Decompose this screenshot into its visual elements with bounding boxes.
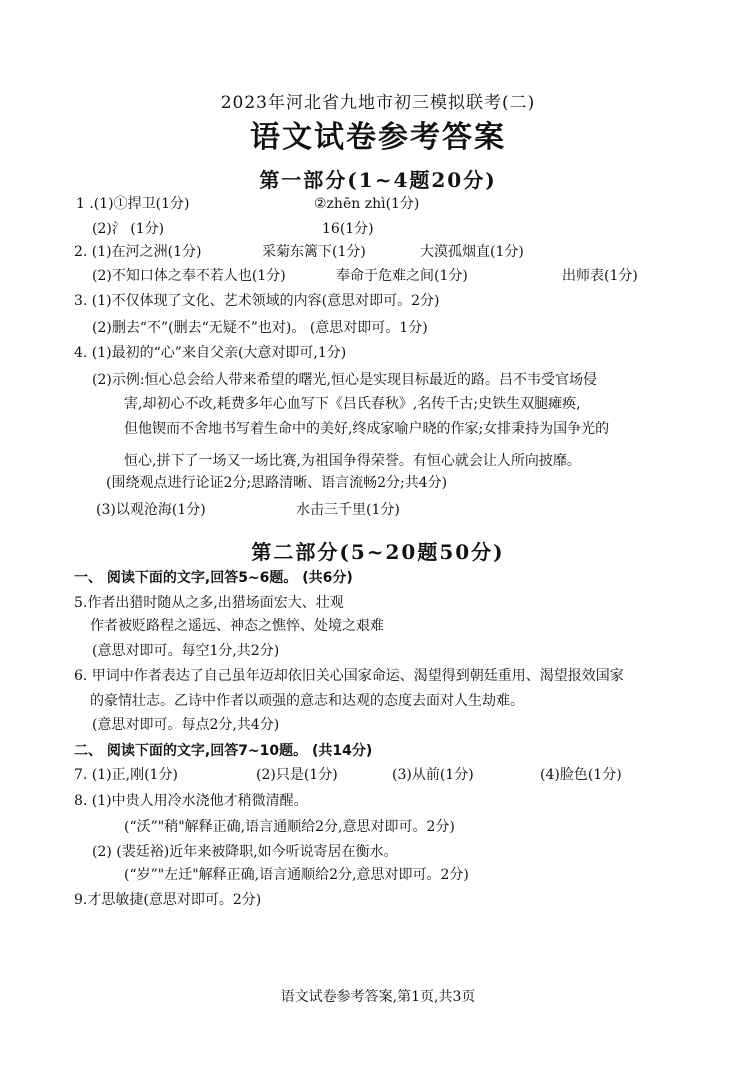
q9-line: 9.才思敏捷(意思对即可。2分): [74, 892, 262, 908]
q4-line3: 害,却初心不改,耗费多年心血写下《吕氏春秋》,名传千古;史铁生双腿瘫痪,: [124, 396, 581, 412]
q1-line1-b: ②zhēn zhì(1分): [314, 196, 420, 212]
q2-line2-b: 奉命于危难之间(1分): [336, 268, 468, 284]
q8-line2: (“沃”"稍"解释正确,语言通顺给2分,意思对即可。2分): [124, 819, 455, 835]
q5-line1: 5.作者出猎时随从之多,出猎场面宏大、壮观: [74, 595, 344, 611]
q4-line4: 但他锲而不舍地书写着生命中的美好,终成家喻户晓的作家;女排秉持为国争光的: [124, 421, 610, 437]
q7-a: 7. (1)正,刚(1分): [74, 767, 178, 783]
q2-line2-c: 出师表(1分): [562, 268, 638, 284]
q6-line1: 6. 甲词中作者表达了自己虽年迈却依旧关心国家命运、渴望得到朝廷重用、渴望报效国家: [74, 668, 624, 684]
q4-line5: 恒心,拼下了一场又一场比赛,为祖国争得荣誉。有恒心就会让人所向披靡。: [124, 453, 581, 469]
q5-line2: 作者被贬路程之遥远、神态之憔悴、处境之艰难: [90, 618, 384, 634]
q2-line1-c: 大漠孤烟直(1分): [420, 244, 524, 260]
q3-line1: 3. (1)不仅体现了文化、艺术领域的内容(意思对即可。2分): [74, 293, 440, 309]
q4-line2: (2)示例:恒心总会给人带来希望的曙光,恒心是实现目标最近的路。吕不韦受官场侵: [92, 372, 597, 388]
exam-title: 2023年河北省九地市初三模拟联考(二): [220, 93, 536, 113]
q5-line3: (意思对即可。每空1分,共2分): [92, 643, 280, 659]
q7-c: (3)从前(1分): [392, 767, 474, 783]
q2-line1-a: 2. (1)在河之洲(1分): [74, 244, 202, 260]
part1-heading: 第一部分(1~4题20分): [259, 168, 497, 192]
q7-d: (4)脸色(1分): [540, 767, 622, 783]
page-footer: 语文试卷参考答案,第1页,共3页: [280, 989, 476, 1005]
q6-line3: (意思对即可。每点2分,共4分): [92, 717, 280, 733]
document-title: 语文试卷参考答案: [250, 120, 506, 155]
q4-line1: 4. (1)最初的“心”来自父亲(大意对即可,1分): [74, 345, 347, 361]
q1-line2-b: 16(1分): [322, 221, 374, 237]
q4-line7-b: 水击三千里(1分): [296, 502, 400, 518]
q1-line1-a: 1 .(1)①捍卫(1分): [76, 196, 190, 212]
section2-title: 二、 阅读下面的文字,回答7~10题。 (共14分): [74, 743, 373, 759]
q8-line4: (“岁”"左迁"解释正确,语言通顺给2分,意思对即可。2分): [124, 867, 469, 883]
q3-line2: (2)删去“不”(删去“无疑不”也对)。 (意思对即可。1分): [92, 320, 428, 336]
q6-line2: 的豪情壮志。乙诗中作者以顽强的意志和达观的态度去面对人生劫难。: [90, 693, 524, 709]
q7-b: (2)只是(1分): [256, 767, 338, 783]
q4-line7-a: (3)以观沧海(1分): [96, 502, 206, 518]
part2-heading: 第二部分(5~20题50分): [251, 540, 505, 564]
q4-line6: (围绕观点进行论证2分;思路清晰、语言流畅2分;共4分): [106, 475, 448, 491]
section1-title: 一、 阅读下面的文字,回答5~6题。 (共6分): [74, 570, 353, 586]
q2-line2-a: (2)不知口体之奉不若人也(1分): [92, 268, 286, 284]
q2-line1-b: 采菊东篱下(1分): [262, 244, 366, 260]
q1-line2-a: (2)氵 (1分): [92, 221, 165, 237]
q8-line1: 8. (1)中贵人用冷水浇他才稍微清醒。: [74, 793, 308, 809]
q8-line3: (2) (裴廷裕)近年来被降职,如今听说寄居在衡水。: [92, 844, 398, 860]
